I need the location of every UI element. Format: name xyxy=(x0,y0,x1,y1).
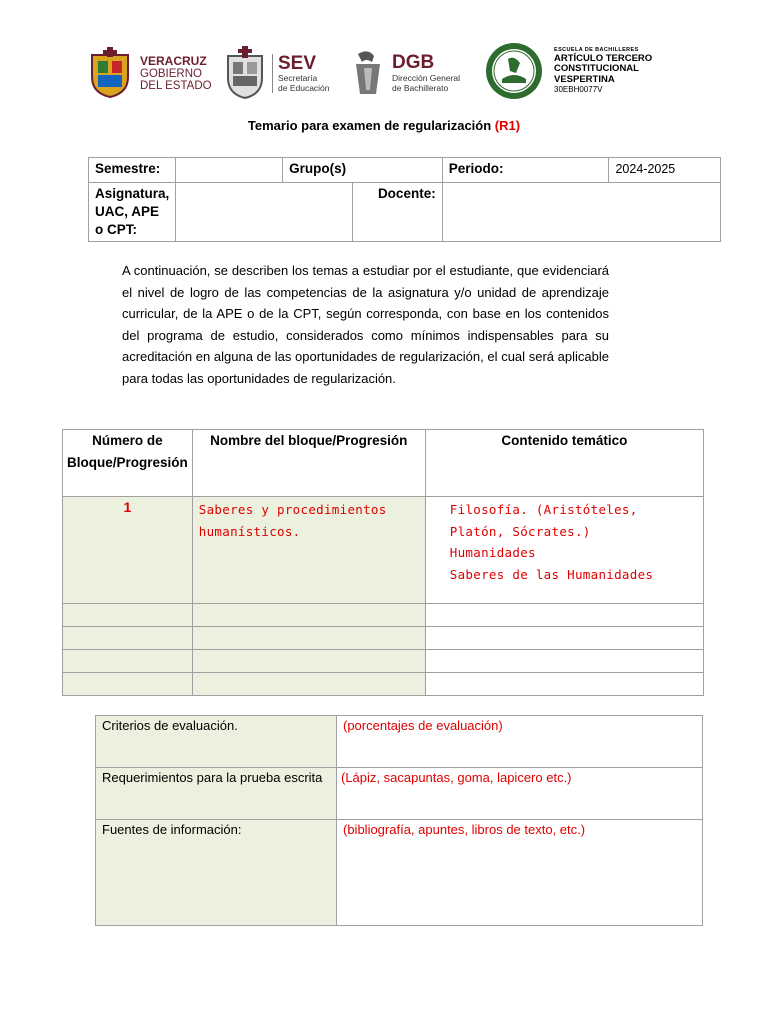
empty-cell[interactable] xyxy=(192,627,425,650)
grupo-field[interactable] xyxy=(352,158,442,183)
sev-line1: Secretaría xyxy=(278,72,318,83)
dgb-line1: Dirección General xyxy=(392,73,461,83)
sev-line2: de Educación xyxy=(278,82,330,93)
sev-seal-icon xyxy=(224,46,266,100)
criterios-label: Criterios de evaluación. xyxy=(96,716,337,768)
topics-table xyxy=(62,429,704,696)
requerimientos-label: Requerimientos para la prueba escrita xyxy=(96,768,337,820)
semestre-field[interactable] xyxy=(176,158,283,183)
escuela-seal-icon xyxy=(484,41,544,101)
grupo-label: Grupo(s) xyxy=(283,158,353,183)
title-text: Temario para examen de regularización xyxy=(247,118,495,133)
dgb-acronym: DGB xyxy=(392,52,435,73)
dgb-line2: de Bachillerato xyxy=(392,83,449,93)
veracruz-line1: VERACRUZ xyxy=(140,54,207,68)
docente-label: Docente: xyxy=(352,183,442,242)
periodo-label: Periodo: xyxy=(442,158,609,183)
veracruz-line3: DEL ESTADO xyxy=(140,80,212,92)
dgb-emblem-icon xyxy=(350,48,386,98)
escuela-line1: ARTÍCULO TERCERO xyxy=(554,52,653,64)
content-line: Saberes de las Humanidades xyxy=(449,566,654,582)
empty-cell[interactable] xyxy=(63,604,193,627)
escuela-line2: CONSTITUCIONAL xyxy=(554,63,639,75)
empty-cell[interactable] xyxy=(192,604,425,627)
header-nombre: Nombre del bloque/Progresión xyxy=(192,430,425,497)
docente-field[interactable] xyxy=(442,183,720,242)
empty-cell[interactable] xyxy=(425,673,703,696)
header-contenido: Contenido temático xyxy=(425,430,703,497)
title-tag: (R1) xyxy=(494,118,521,133)
escuela-logo xyxy=(484,40,688,102)
content-line: Filosofía. (Aristóteles, Platón, Sócrates.) xyxy=(449,502,638,539)
table-row xyxy=(96,768,703,820)
escuela-line3: VESPERTINA xyxy=(554,73,615,85)
asignatura-label: Asignatura, UAC, APE o CPT: xyxy=(89,183,176,242)
fuentes-label: Fuentes de información: xyxy=(96,820,337,926)
fuentes-value[interactable]: (bibliografía, apuntes, libros de texto, etc.) xyxy=(337,820,703,926)
intro-paragraph: A continuación, se describen los temas a estudiar por el estudiante, que evidenciará el nivel de logro de las competencias de la asignatura y/o unidad de aprendizaje curricular, de la APE o de la CPT, según corresponda, con base en los contenidos del programa de estudio, considerados como mínimos indispensables para su acreditación en alguna de las oportunidades de regularización, el cual será aplicable para todas las oportunidades de regularización. xyxy=(122,263,609,386)
criteria-table xyxy=(95,715,703,926)
table-row xyxy=(63,497,704,604)
table-row xyxy=(63,673,704,696)
empty-cell[interactable] xyxy=(192,673,425,696)
info-table xyxy=(88,157,721,242)
veracruz-shield-icon xyxy=(88,47,132,99)
veracruz-logo xyxy=(88,42,218,104)
periodo-field[interactable]: 2024-2025 xyxy=(609,158,721,183)
table-row xyxy=(63,604,704,627)
sev-logo xyxy=(224,44,342,102)
empty-cell[interactable] xyxy=(192,650,425,673)
empty-cell[interactable] xyxy=(63,673,193,696)
requerimientos-value[interactable]: (Lápiz, sacapuntas, goma, lapicero etc.) xyxy=(337,768,703,820)
criterios-value[interactable]: (porcentajes de evaluación) xyxy=(337,716,703,768)
empty-cell[interactable] xyxy=(425,627,703,650)
escuela-code: 30EBH0077V xyxy=(554,85,603,95)
header-numero: Número de Bloque/Progresión xyxy=(63,430,193,497)
empty-cell[interactable] xyxy=(425,604,703,627)
empty-cell[interactable] xyxy=(63,627,193,650)
document-header xyxy=(88,40,688,106)
semestre-label: Semestre: xyxy=(89,158,176,183)
veracruz-line2: GOBIERNO xyxy=(140,68,202,80)
table-row xyxy=(96,716,703,768)
escuela-tiny-line: ESCUELA DE BACHILLERES xyxy=(554,46,639,53)
asignatura-field[interactable] xyxy=(176,183,352,242)
content-line: Humanidades xyxy=(449,545,536,561)
dgb-logo xyxy=(350,46,470,100)
row-block-name[interactable]: Saberes y procedimientos humanísticos. xyxy=(192,497,425,604)
empty-cell[interactable] xyxy=(63,650,193,673)
document-title xyxy=(0,118,768,133)
sev-acronym: SEV xyxy=(278,52,317,74)
table-row xyxy=(63,650,704,673)
table-row xyxy=(96,820,703,926)
table-row xyxy=(63,627,704,650)
empty-cell[interactable] xyxy=(425,650,703,673)
row-number[interactable]: 1 xyxy=(63,497,193,604)
row-content[interactable] xyxy=(425,497,703,604)
